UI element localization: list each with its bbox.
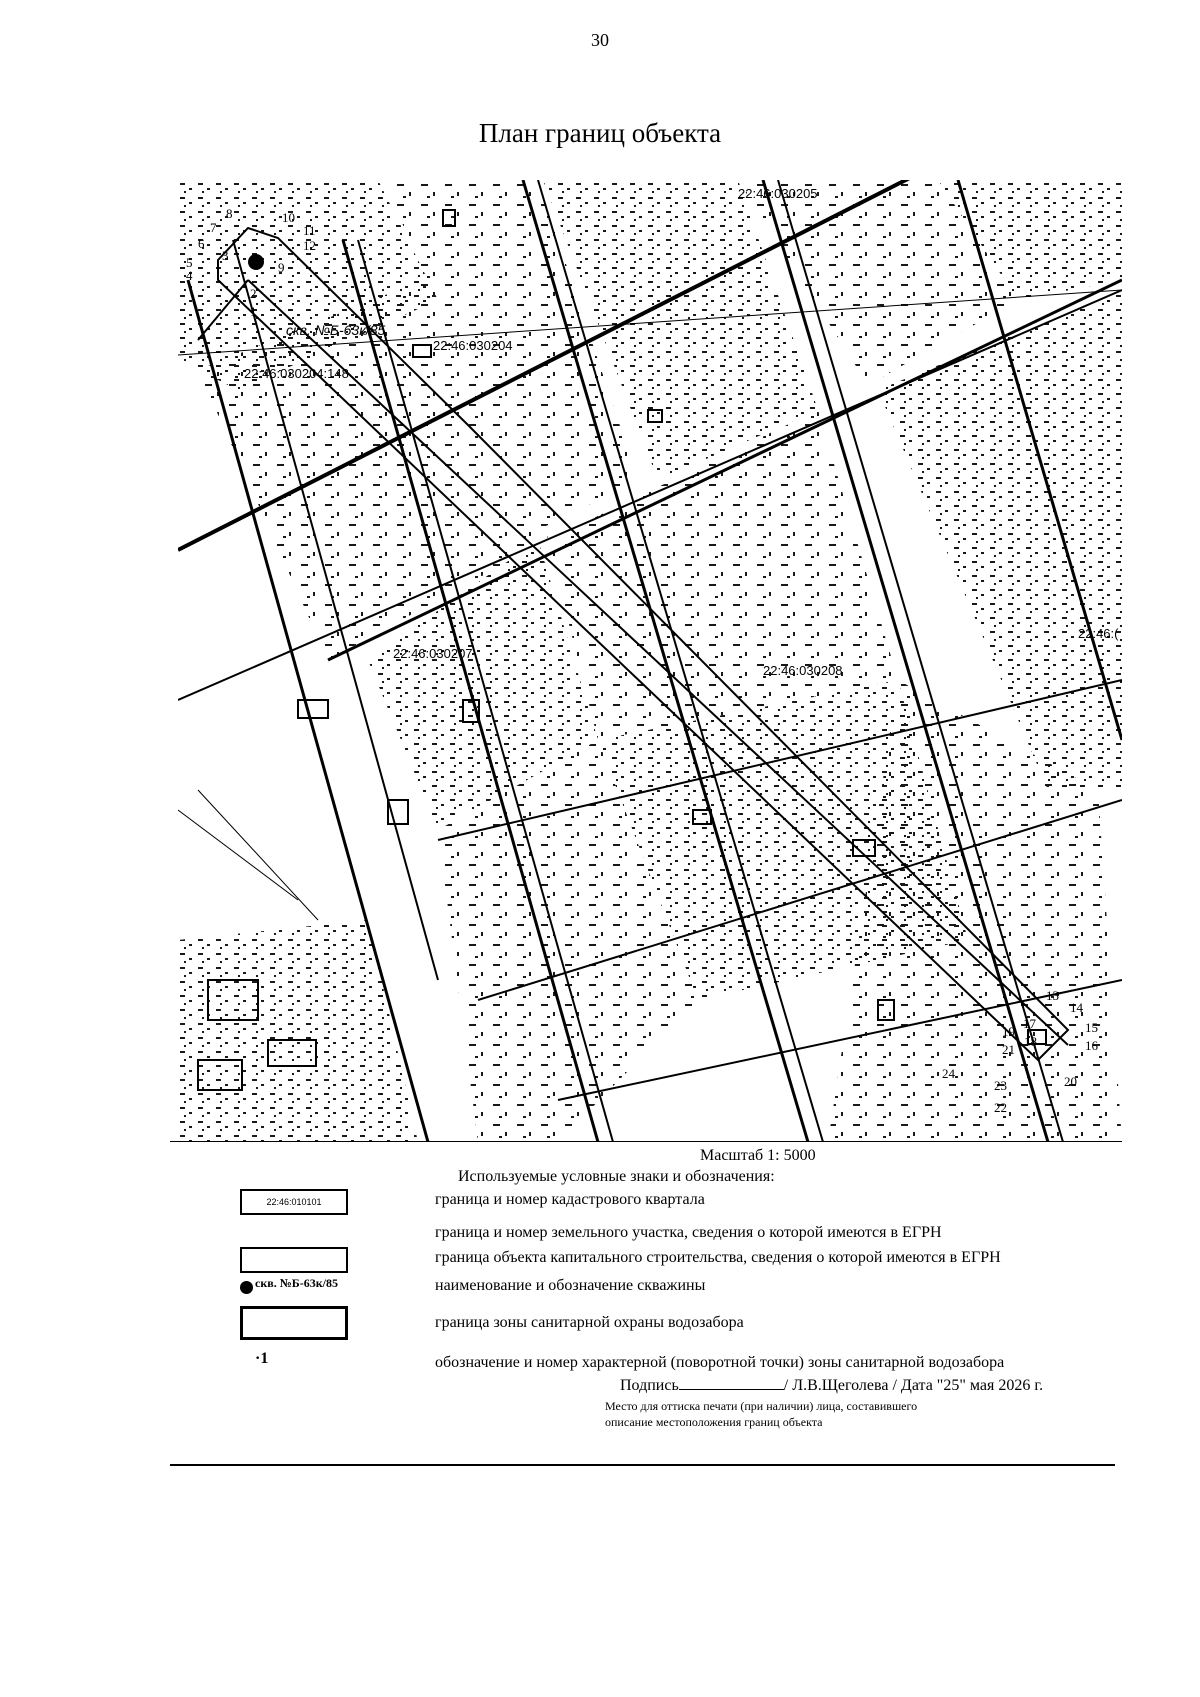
point-label: 5 (186, 255, 193, 270)
point-label: 1 (250, 304, 257, 319)
point-label: 13 (1046, 988, 1059, 1003)
well-marker (248, 254, 264, 270)
point-label: 6 (198, 236, 205, 251)
quarter-box-symbol (240, 1189, 348, 1215)
point-label: 3 (222, 248, 229, 263)
quarter-label-030207: 22:46:030207 (393, 646, 473, 661)
point-label: 4 (186, 268, 193, 283)
legend-heading: Используемые условные знаки и обозначения: (458, 1168, 775, 1185)
point-label: 9 (278, 260, 285, 275)
legend-row-well (240, 1273, 1120, 1303)
map-well-label: скв. №Б-63к/85 (286, 322, 386, 338)
quarter-label-030208: 22:46:030208 (763, 663, 843, 678)
footer-rule (170, 1464, 1115, 1466)
map-scale: Масштаб 1: 5000 (700, 1147, 816, 1164)
building-box-symbol (240, 1247, 348, 1273)
quarter-label-030205: 22:46:030205 (738, 186, 818, 201)
signature-line (620, 1375, 1043, 1395)
point-label: 12 (303, 238, 316, 253)
zone-box-symbol (240, 1306, 348, 1340)
point-label: 23 (994, 1078, 1007, 1093)
stamp-note (605, 1398, 917, 1430)
stamp-note-line-1: Место для оттиска печати (при наличии) лица, составившего (605, 1399, 918, 1413)
point-label: 17 (1023, 1016, 1036, 1031)
signature-scrawl (679, 1375, 784, 1390)
quarter-box-text: 22:46:010101 (266, 1197, 322, 1207)
point-label: 10 (282, 210, 295, 225)
point-label: 7 (210, 220, 217, 235)
point-label: 24 (942, 1066, 955, 1081)
signature-rest: / Л.В.Щеголева / Дата "25" мая 2026 г. (783, 1377, 1044, 1394)
legend-row-quarter (240, 1187, 1120, 1217)
parcel-label-030204-148: 22:46:030204:148 (244, 366, 349, 381)
legend-symbol-well (240, 1273, 350, 1303)
point-label: 11 (303, 223, 316, 238)
point-label: 16 (1085, 1038, 1098, 1053)
legend-row-building (240, 1245, 1120, 1275)
legend-text-quarter: граница и номер кадастрового квартала (435, 1191, 705, 1208)
legend-text-building: граница объекта капитального строительства, сведения о которой имеются в ЕГРН (435, 1249, 1001, 1266)
map-bottom-rule (170, 1141, 1122, 1142)
legend-symbol-building (240, 1245, 350, 1275)
quarter-label-partial: 22:46:( (1078, 626, 1119, 641)
legend-symbol-zone (240, 1306, 350, 1336)
page-number: 30 (591, 30, 609, 50)
legend-row-zone (240, 1306, 1120, 1336)
map-svg (178, 180, 1122, 1142)
legend-text-point: обозначение и номер характерной (поворотной точки) зоны санитарной водозабора (435, 1354, 1005, 1371)
legend-symbol-quarter (240, 1187, 350, 1217)
point-label: 20 (1064, 1074, 1077, 1089)
legend-symbol-point (240, 1350, 350, 1380)
point-label: 19 (1002, 1024, 1015, 1039)
point-label: 21 (1002, 1042, 1015, 1057)
point-label: 18 (1024, 1034, 1037, 1049)
cadastral-map (178, 180, 1122, 1142)
signature-label: Подпись (620, 1377, 679, 1394)
point-symbol: ·1 (255, 1350, 269, 1367)
legend-text-well: наименование и обозначение скважины (435, 1277, 706, 1294)
quarter-label-030204: 22:46:030204 (433, 338, 513, 353)
point-label: 14 (1070, 1000, 1083, 1015)
well-symbol-text: скв. №Б-63к/85 (255, 1276, 338, 1290)
point-label: 15 (1085, 1020, 1098, 1035)
point-label: 22 (994, 1100, 1007, 1115)
legend-text-zone: граница зоны санитарной охраны водозабора (435, 1314, 744, 1331)
well-dot-icon (240, 1281, 253, 1294)
legend-text-parcel: граница и номер земельного участка, сведения о которой имеются в ЕГРН (435, 1224, 942, 1241)
point-label: 2 (250, 286, 257, 301)
point-label: 8 (226, 206, 233, 221)
page-title: План границ объекта (478, 118, 722, 148)
stamp-note-line-2: описание местоположения границ объекта (605, 1415, 823, 1429)
